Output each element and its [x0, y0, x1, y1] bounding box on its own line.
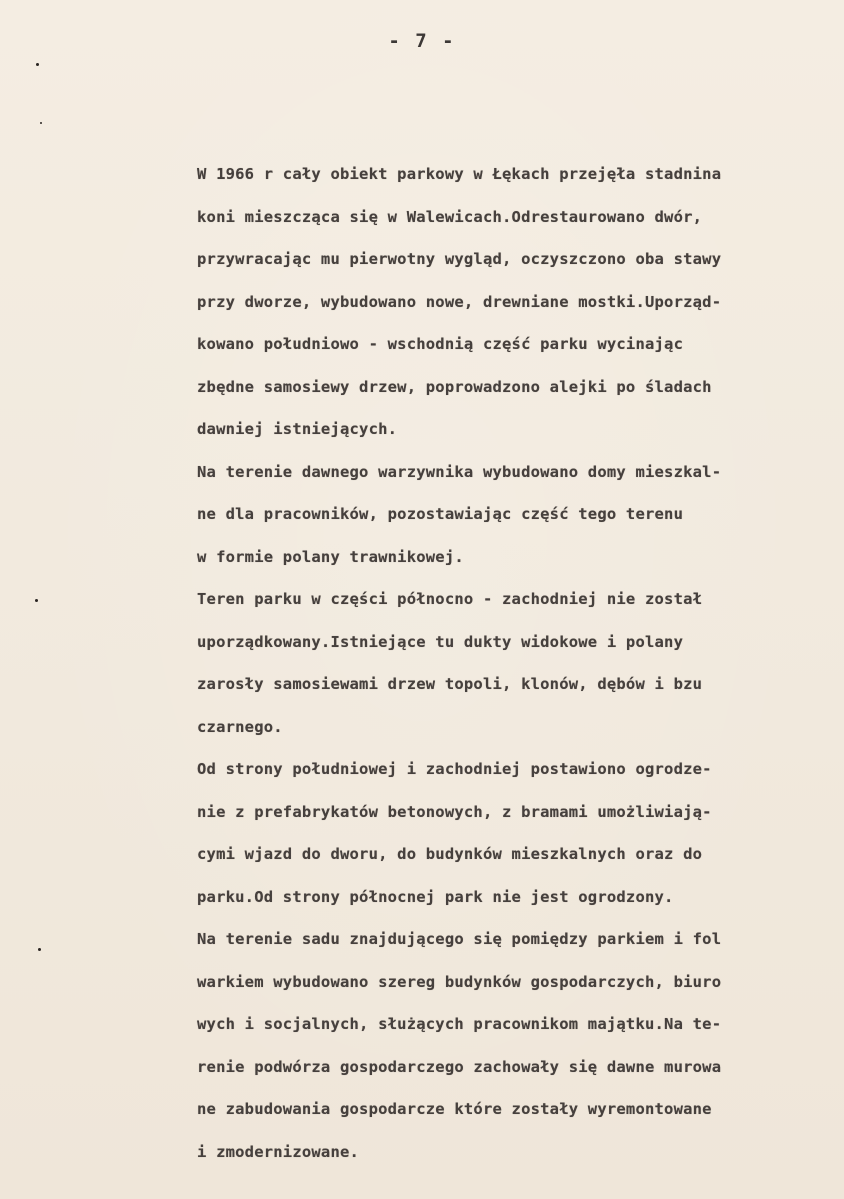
text-line: warkiem wybudowano szereg budynków gospodarczych, biuro: [197, 972, 722, 991]
text-line: uporządkowany.Istniejące tu dukty widokowe i polany: [197, 632, 684, 651]
page-number: - 7 -: [388, 30, 456, 52]
text-line: Teren parku w części północno - zachodniej nie został: [197, 590, 703, 608]
text-line: Na terenie dawnego warzywnika wybudowano domy mieszkal-: [197, 462, 722, 481]
text-line: koni mieszcząca się w Walewicach.Odrestaurowano dwór,: [197, 207, 703, 226]
text-line: parku.Od strony północnej park nie jest ogrodzony.: [197, 887, 674, 906]
text-line: i zmodernizowane.: [197, 1142, 360, 1161]
text-line: cymi wjazd do dworu, do budynków mieszkalnych oraz do: [197, 845, 703, 863]
text-line: renie podwórza gospodarczego zachowały się dawne murowa: [197, 1057, 722, 1076]
text-line: ne zabudowania gospodarcze które zostały wyremontowane: [197, 1100, 712, 1118]
margin-mark: [36, 63, 39, 66]
text-line: dawniej istniejących.: [197, 420, 398, 438]
text-line: zbędne samosiewy drzew, poprowadzono alejki po śladach: [197, 377, 712, 396]
text-line: przy dworze, wybudowano nowe, drewniane mostki.Uporząd-: [197, 292, 722, 311]
text-line: W 1966 r cały obiekt parkowy w Łękach przejęła stadnina: [197, 165, 722, 183]
text-line: Od strony południowej i zachodniej postawiono ogrodze-: [197, 760, 712, 778]
text-line: w formie polany trawnikowej.: [197, 547, 464, 566]
text-line: zarosły samosiewami drzew topoli, klonów, dębów i bzu: [197, 675, 703, 693]
margin-mark: [40, 122, 42, 124]
margin-mark: [35, 599, 38, 602]
text-line: ne dla pracowników, pozostawiając część tego terenu: [197, 505, 684, 523]
text-line: czarnego.: [197, 717, 283, 736]
text-line: wych i socjalnych, służących pracownikom majątku.Na te-: [197, 1015, 722, 1033]
text-line: kowano południowo - wschodnią część parku wycinając: [197, 335, 684, 353]
text-line: przywracając mu pierwotny wygląd, oczyszczono oba stawy: [197, 250, 722, 268]
body-text: [197, 160, 817, 1180]
text-line: Na terenie sadu znajdującego się pomiędzy parkiem i fol: [197, 930, 722, 948]
margin-mark: [38, 948, 41, 951]
text-line: nie z prefabrykatów betonowych, z bramami umożliwiają-: [197, 802, 712, 821]
